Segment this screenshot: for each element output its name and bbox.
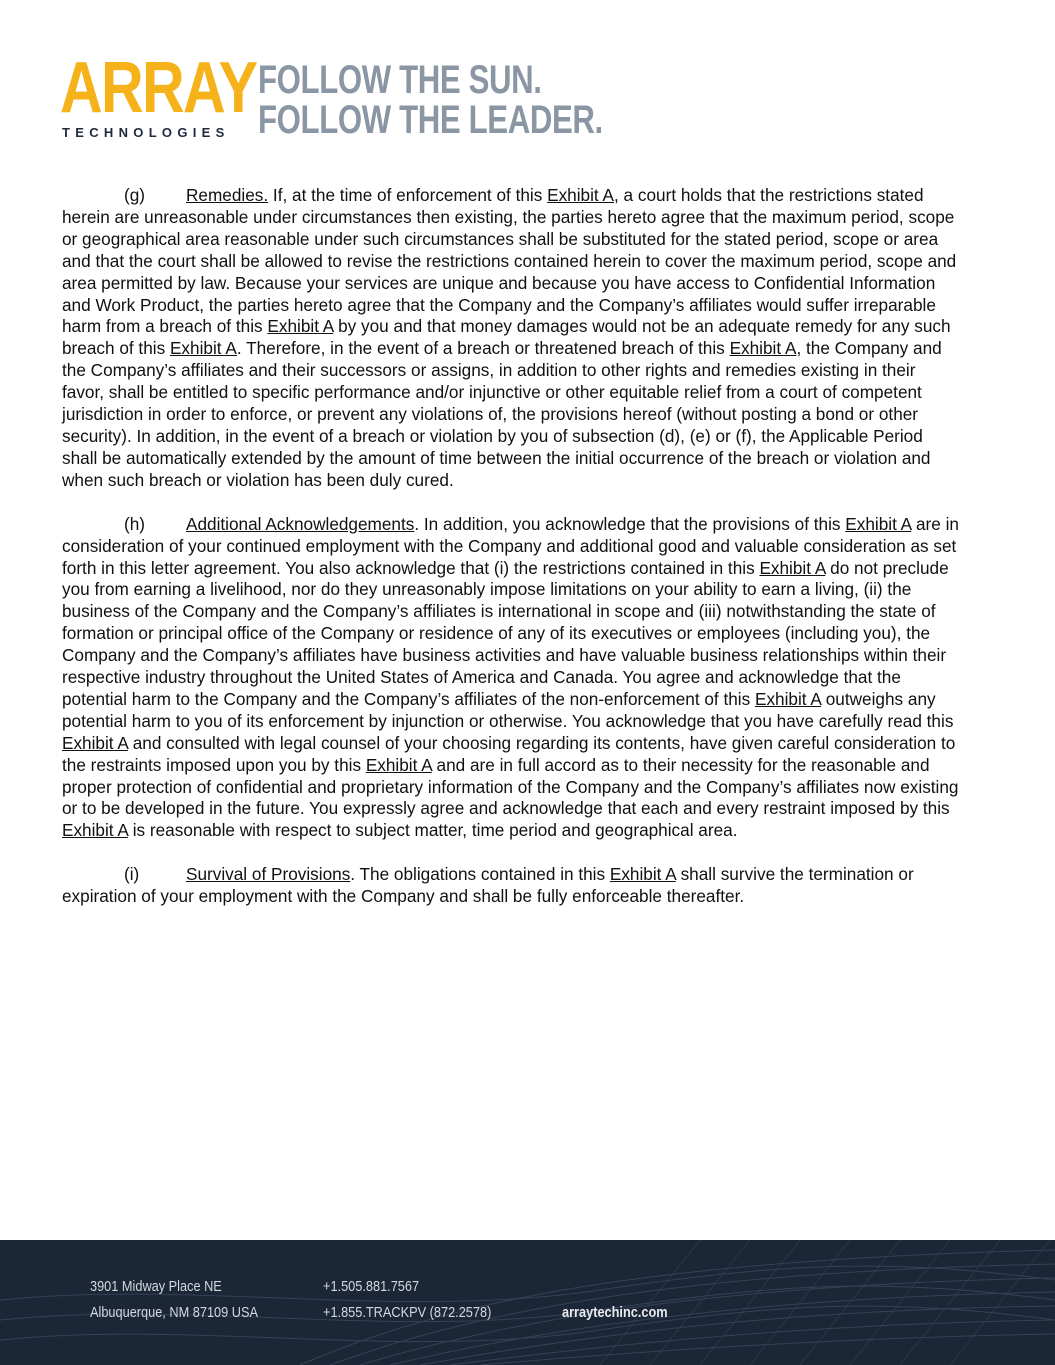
paragraph-g: (g) Remedies. If, at the time of enforcement of this Exhibit A, a court holds that the restrictions stated herein are unreasonable under circumstances then existing, the parties hereto agree that the maximum period, scope or geographical area reasonable under such circumstances shall be substituted for the stated period, scope or area and that the court shall be allowed to revise the restrictions contained herein to cover the maximum period, scope and area permitted by law. Because your services are unique and because you have access to Confidential Information and Work Product, the parties hereto agree that the Company and the Company’s affiliates would suffer irreparable harm from a breach of this Exhibit A by you and that money damages would not be an adequate remedy for any such breach of this Exhibit A. Therefore, in the event of a breach or threatened breach of this Exhibit A, the Company and the Company’s affiliates and their successors or assigns, in addition to other rights and remedies existing in their favor, shall be entitled to specific performance and/or injunctive or other equitable relief from a court of competent jurisdiction in order to enforce, or prevent any violations of, the provisions hereof (without posting a bond or other security). In addition, in the event of a breach or violation by you of subsection (d), (e) or (f), the Applicable Period shall be automatically extended by the amount of time between the initial occurrence of the breach or violation and when such breach or violation has been duly cured.: [62, 185, 957, 490]
footer-phone-2: +1.855.TRACKPV (872.2578): [323, 1304, 492, 1321]
logo-subtitle: TECHNOLOGIES: [62, 125, 230, 140]
footer-website-link[interactable]: arraytechinc.com: [562, 1304, 668, 1321]
footer-address-line-2: Albuquerque, NM 87109 USA: [90, 1304, 258, 1321]
exhibit-ref: Exhibit A: [62, 820, 128, 841]
section-number: (h): [124, 513, 146, 534]
exhibit-ref: Exhibit A: [62, 732, 128, 753]
exhibit-ref: Exhibit A: [755, 688, 821, 709]
logo-wordmark: ARRAY: [60, 48, 257, 128]
exhibit-ref: Exhibit A: [609, 864, 676, 885]
section-number: (g): [124, 185, 146, 205]
section-title: Remedies.: [186, 185, 269, 205]
tagline-line-2: FOLLOW THE LEADER.: [258, 98, 603, 142]
tagline: [258, 60, 603, 140]
document-body: [62, 185, 962, 930]
footer-phone-1: +1.505.881.7567: [323, 1278, 420, 1295]
section-number: (i): [124, 864, 140, 885]
footer-wave-graphic: [0, 1240, 1055, 1365]
letterhead: [0, 0, 1055, 160]
exhibit-ref: Exhibit A: [759, 557, 826, 578]
exhibit-ref: Exhibit A: [365, 754, 432, 775]
tagline-line-1: FOLLOW THE SUN.: [258, 58, 542, 102]
exhibit-ref: Exhibit A: [729, 338, 797, 359]
exhibit-ref: Exhibit A: [267, 316, 334, 337]
section-title: Survival of Provisions: [186, 864, 351, 885]
footer-band: [0, 1240, 1055, 1365]
exhibit-ref: Exhibit A: [845, 513, 912, 534]
paragraph-i: (i) Survival of Provisions. The obligations contained in this Exhibit A shall survive the termination or expiration of your employment with the Company and shall be fully enforceable thereafter.: [62, 864, 914, 907]
section-title: Additional Acknowledgements: [186, 513, 415, 534]
footer-address-line-1: 3901 Midway Place NE: [90, 1278, 222, 1295]
paragraph-h: (h) Additional Acknowledgements. In addition, you acknowledge that the provisions of this Exhibit A are in consideration of your continued employment with the Company and additional good and valuable consideration as set forth in this letter agreement. You also acknowledge that (i) the restrictions contained in this Exhibit A do not preclude you from earning a livelihood, nor do they unreasonably impose limitations on your ability to earn a living, (ii) the business of the Company and the Company’s affiliates is international in scope and (iii) notwithstanding the state of formation or principal office of the Company or residence of any of its executives or employees (including you), the Company and the Company’s affiliates have business activities and have valuable business relationships within their respective industry throughout the United States of America and Canada. You agree and acknowledge that the potential harm to the Company and the Company’s affiliates of the non-enforcement of this Exhibit A outweighs any potential harm to you of its enforcement by injunction or otherwise. You acknowledge that you have carefully read this Exhibit A and consulted with legal counsel of your choosing regarding its contents, have given careful consideration to the restraints imposed upon you by this Exhibit A and are in full accord as to their necessity for the reasonable and proper protection of confidential and proprietary information of the Company and the Company’s affiliates now existing or to be developed in the future. You expressly agree and acknowledge that each and every restraint imposed by this Exhibit A is reasonable with respect to subject matter, time period and geographical area.: [62, 513, 959, 841]
exhibit-ref: Exhibit A: [547, 185, 614, 205]
exhibit-ref: Exhibit A: [169, 338, 237, 359]
